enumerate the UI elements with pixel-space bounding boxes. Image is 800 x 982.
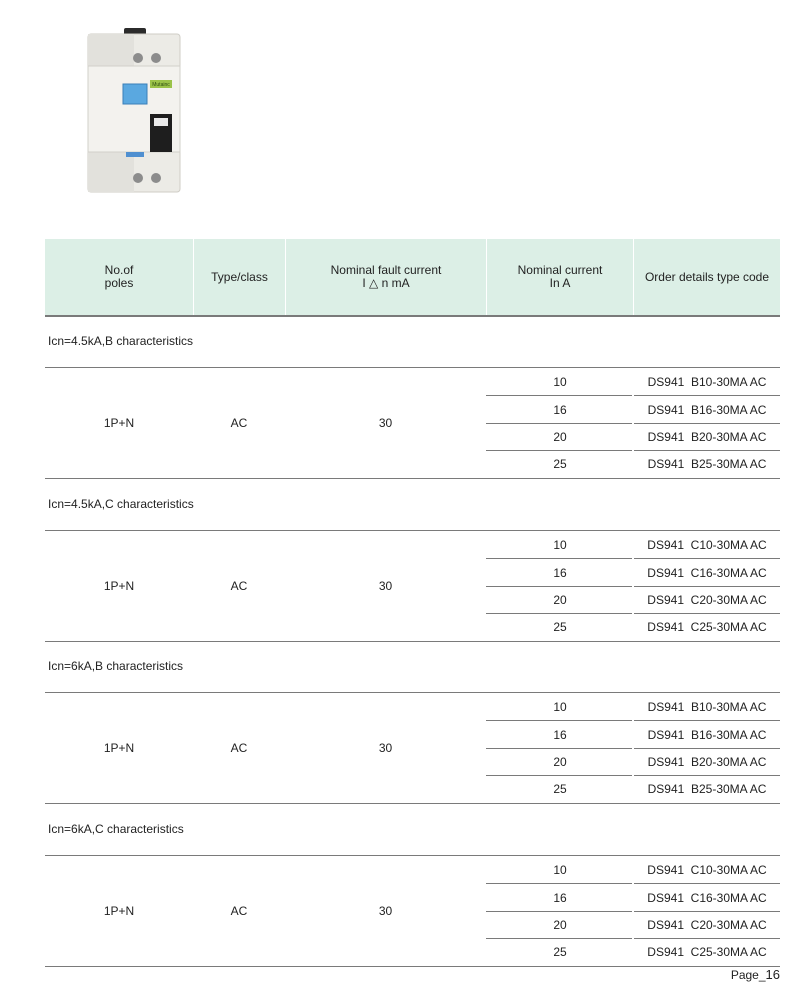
cell-fault-current: 30 xyxy=(378,579,393,593)
section-title: Icn=4.5kA,C characteristics xyxy=(48,497,194,511)
col-header-type: Type/class xyxy=(211,269,268,284)
table-row xyxy=(486,368,780,395)
table-row xyxy=(486,775,780,802)
cell-type: AC xyxy=(230,579,248,593)
cell-current: 25 xyxy=(553,456,567,471)
cell-order-code: DS941 B25-30MA AC xyxy=(647,781,767,796)
cell-current: 10 xyxy=(553,537,567,552)
cell-current: 16 xyxy=(553,727,567,742)
cell-type: AC xyxy=(230,904,248,918)
table-row xyxy=(486,396,780,423)
cell-order-code: DS941 B16-30MA AC xyxy=(647,727,767,742)
product-image xyxy=(78,26,190,196)
col-header-nominal-current: Nominal current In A xyxy=(517,263,603,290)
cell-order-code: DS941 B25-30MA AC xyxy=(647,456,767,471)
cell-order-code: DS941 C16-30MA AC xyxy=(647,565,767,580)
section-title: Icn=6kA,C characteristics xyxy=(48,822,184,836)
cell-current: 25 xyxy=(553,619,567,634)
cell-current: 10 xyxy=(553,699,567,714)
cell-type: AC xyxy=(230,741,248,755)
col-header-order-code: Order details type code xyxy=(644,269,770,284)
product-brand-label: Mutainc xyxy=(152,82,170,88)
table-row xyxy=(486,586,780,613)
table-row xyxy=(486,559,780,586)
table-row xyxy=(486,423,780,450)
cell-order-code: DS941 C25-30MA AC xyxy=(647,619,767,634)
cell-current: 10 xyxy=(553,374,567,389)
cell-poles: 1P+N xyxy=(103,416,135,430)
cell-current: 16 xyxy=(553,890,567,905)
cell-order-code: DS941 C10-30MA AC xyxy=(647,537,767,552)
cell-order-code: DS941 C10-30MA AC xyxy=(647,862,767,877)
table-row xyxy=(486,721,780,748)
cell-fault-current: 30 xyxy=(378,741,393,755)
cell-poles: 1P+N xyxy=(103,904,135,918)
section-title: Icn=6kA,B characteristics xyxy=(48,659,184,673)
cell-current: 20 xyxy=(553,429,567,444)
cell-current: 20 xyxy=(553,592,567,607)
cell-current: 25 xyxy=(553,944,567,959)
cell-current: 16 xyxy=(553,402,567,417)
cell-order-code: DS941 B16-30MA AC xyxy=(647,402,767,417)
cell-poles: 1P+N xyxy=(103,741,135,755)
table-row xyxy=(486,884,780,911)
cell-current: 20 xyxy=(553,754,567,769)
table-row xyxy=(486,938,780,965)
cell-order-code: DS941 C20-30MA AC xyxy=(647,592,767,607)
cell-order-code: DS941 B20-30MA AC xyxy=(647,429,767,444)
cell-current: 25 xyxy=(553,781,567,796)
cell-order-code: DS941 C25-30MA AC xyxy=(647,944,767,959)
cell-current: 20 xyxy=(553,917,567,932)
table-header xyxy=(45,239,780,317)
cell-order-code: DS941 B10-30MA AC xyxy=(647,699,767,714)
page-label: Page_ xyxy=(730,968,766,982)
col-header-poles: No.of poles xyxy=(104,263,134,290)
cell-poles: 1P+N xyxy=(103,579,135,593)
cell-fault-current: 30 xyxy=(378,904,393,918)
cell-order-code: DS941 C16-30MA AC xyxy=(647,890,767,905)
cell-order-code: DS941 B10-30MA AC xyxy=(647,374,767,389)
col-header-fault-current: Nominal fault current I △ n mA xyxy=(330,263,442,290)
cell-order-code: DS941 B20-30MA AC xyxy=(647,754,767,769)
cell-current: 16 xyxy=(553,565,567,580)
page-footer xyxy=(731,967,780,982)
cell-order-code: DS941 C20-30MA AC xyxy=(647,917,767,932)
cell-current: 10 xyxy=(553,862,567,877)
page-number: 16 xyxy=(765,967,780,982)
table-row xyxy=(486,531,780,558)
table-row xyxy=(486,613,780,640)
table-row xyxy=(486,911,780,938)
cell-type: AC xyxy=(230,416,248,430)
table-row xyxy=(486,856,780,883)
table-row xyxy=(486,450,780,477)
cell-fault-current: 30 xyxy=(378,416,393,430)
table-row xyxy=(486,693,780,720)
section-title: Icn=4.5kA,B characteristics xyxy=(48,334,194,348)
table-row xyxy=(486,748,780,775)
